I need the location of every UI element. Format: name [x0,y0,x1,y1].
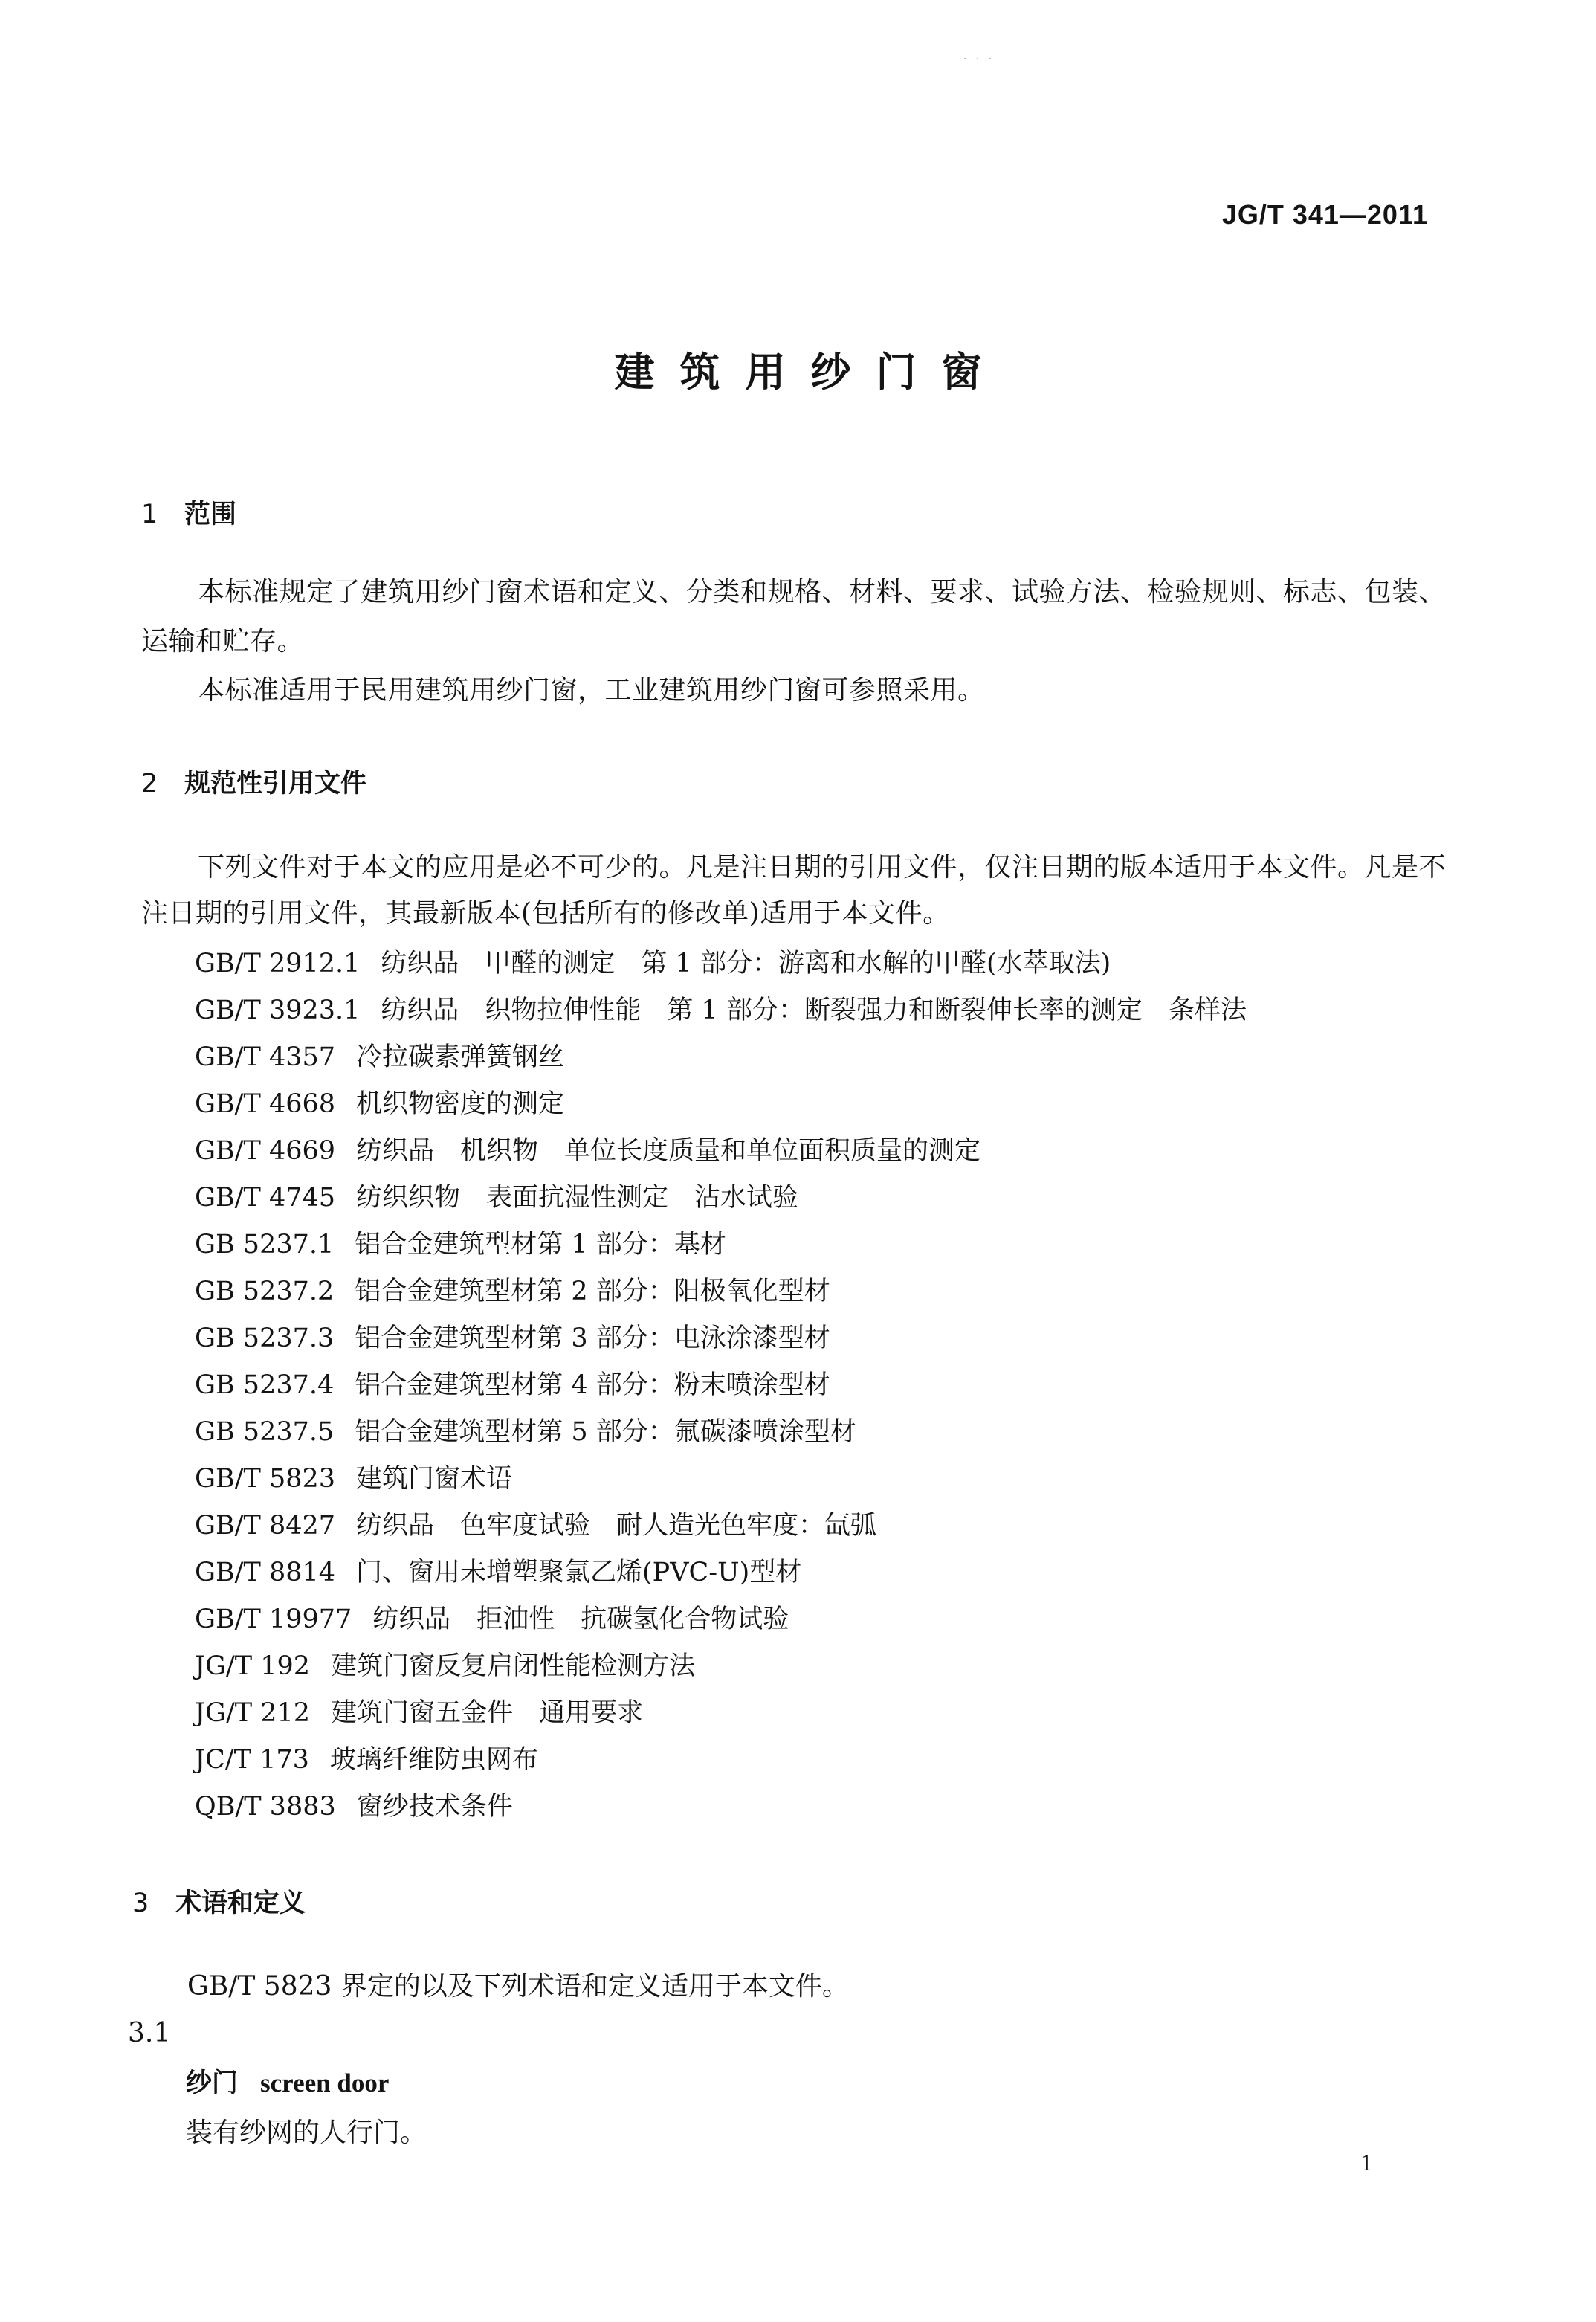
reference-title: 铝合金建筑型材第 1 部分：基材 [355,1230,726,1260]
reference-item [195,1416,856,1448]
reference-item [195,1603,789,1636]
reference-code: GB/T 2912.1 [195,949,361,978]
reference-title: 冷拉碳素弹簧钢丝 [356,1042,565,1072]
reference-item [195,1462,512,1495]
reference-code: GB 5237.4 [195,1370,335,1400]
reference-title: 铝合金建筑型材第 3 部分：电泳涂漆型材 [355,1323,830,1353]
reference-title: 玻璃纤维防虫网布 [329,1745,538,1775]
reference-code: JG/T 192 [195,1651,311,1681]
reference-code: GB/T 4669 [195,1136,336,1166]
reference-code: QB/T 3883 [195,1792,336,1822]
reference-code: JC/T 173 [195,1745,309,1775]
reference-title: 纺织品 织物拉伸性能 第 1 部分：断裂强力和断裂伸长率的测定 条样法 [381,996,1247,1025]
reference-code: GB 5237.2 [195,1277,335,1306]
reference-code: GB 5237.1 [195,1230,335,1260]
reference-title: 建筑门窗反复启闭性能检测方法 [331,1651,696,1681]
reference-title: 机织物密度的测定 [356,1089,565,1119]
section-number: 1 [141,500,158,529]
reference-code: GB 5237.5 [195,1417,335,1447]
reference-item [195,1744,538,1776]
reference-code: GB/T 4357 [195,1042,336,1072]
reference-item [195,1322,830,1355]
clause-number: 3.1 [128,2018,171,2048]
reference-code: GB/T 3923.1 [195,996,361,1025]
reference-title: 门、窗用未增塑聚氯乙烯(PVC-U)型材 [356,1558,802,1587]
reference-title: 窗纱技术条件 [356,1792,513,1822]
term-en: screen door [260,2068,390,2097]
reference-title: 建筑门窗五金件 通用要求 [331,1698,644,1728]
reference-code: GB/T 8814 [195,1558,336,1587]
reference-item [195,1275,830,1308]
term-zh: 纱门 [186,2068,239,2098]
reference-code: GB/T 4668 [195,1089,336,1119]
section-title: 规范性引用文件 [184,769,367,799]
reference-item [195,1369,830,1402]
reference-title: 铝合金建筑型材第 4 部分：粉末喷涂型材 [355,1370,830,1400]
reference-item [195,1181,798,1214]
reference-title: 纺织织物 表面抗湿性测定 沾水试验 [356,1183,799,1213]
reference-item [195,1228,726,1261]
section-title: 范围 [184,500,237,529]
reference-item [195,1650,695,1683]
reference-item [195,1509,876,1542]
reference-title: 铝合金建筑型材第 2 部分：阳极氧化型材 [355,1277,830,1306]
section-heading-scope [141,494,236,531]
reference-item [195,1697,643,1729]
reference-title: 纺织品 拒油性 抗碳氢化合物试验 [372,1605,789,1634]
reference-code: GB/T 4745 [195,1183,336,1213]
reference-title: 纺织品 色牢度试验 耐人造光色牢度：氙弧 [356,1511,877,1541]
reference-title: 建筑门窗术语 [356,1464,513,1494]
reference-item [195,947,1111,980]
reference-item [195,1088,564,1120]
document-title: 建筑用纱门窗 [614,349,1007,396]
reference-item [195,1790,513,1823]
section-number: 3 [132,1889,149,1918]
section-heading-normative-references [141,763,366,800]
reference-item [195,1041,564,1074]
reference-code: GB/T 19977 [195,1605,352,1634]
reference-code: GB/T 5823 [195,1464,336,1494]
term-definition: 装有纱网的人行门。 [186,2118,427,2148]
term-entry [186,2063,389,2100]
scan-artifact: · · · [963,54,995,65]
reference-item [195,1556,801,1589]
reference-title: 纺织品 甲醛的测定 第 1 部分：游离和水解的甲醛(水萃取法) [381,949,1111,978]
terms-intro: GB/T 5823 界定的以及下列术语和定义适用于本文件。 [187,1971,849,2002]
reference-item [195,1135,980,1167]
scope-paragraph-2: 本标准适用于民用建筑用纱门窗，工业建筑用纱门窗可参照采用。 [198,675,985,706]
reference-item [195,994,1247,1027]
page-number: 1 [1360,2149,1372,2176]
reference-code: JG/T 212 [195,1698,311,1728]
reference-code: GB/T 8427 [195,1511,336,1541]
normative-references-intro: 下列文件对于本文的应用是必不可少的。凡是注日期的引用文件，仅注日期的版本适用于本文件。凡是不注日期的引用文件，其最新版本(包括所有的修改单)适用于本文件。 [141,852,1447,929]
section-title: 术语和定义 [175,1889,306,1918]
standard-code: JG/T 341—2011 [1221,199,1428,230]
section-number: 2 [141,769,158,799]
reference-title: 纺织品 机织物 单位长度质量和单位面积质量的测定 [356,1136,981,1166]
reference-code: GB 5237.3 [195,1323,335,1353]
scope-paragraph-1: 本标准规定了建筑用纱门窗术语和定义、分类和规格、材料、要求、试验方法、检验规则、标志、包装、运输和贮存。 [141,577,1447,657]
reference-title: 铝合金建筑型材第 5 部分：氟碳漆喷涂型材 [355,1417,856,1447]
section-heading-terms [132,1883,306,1920]
